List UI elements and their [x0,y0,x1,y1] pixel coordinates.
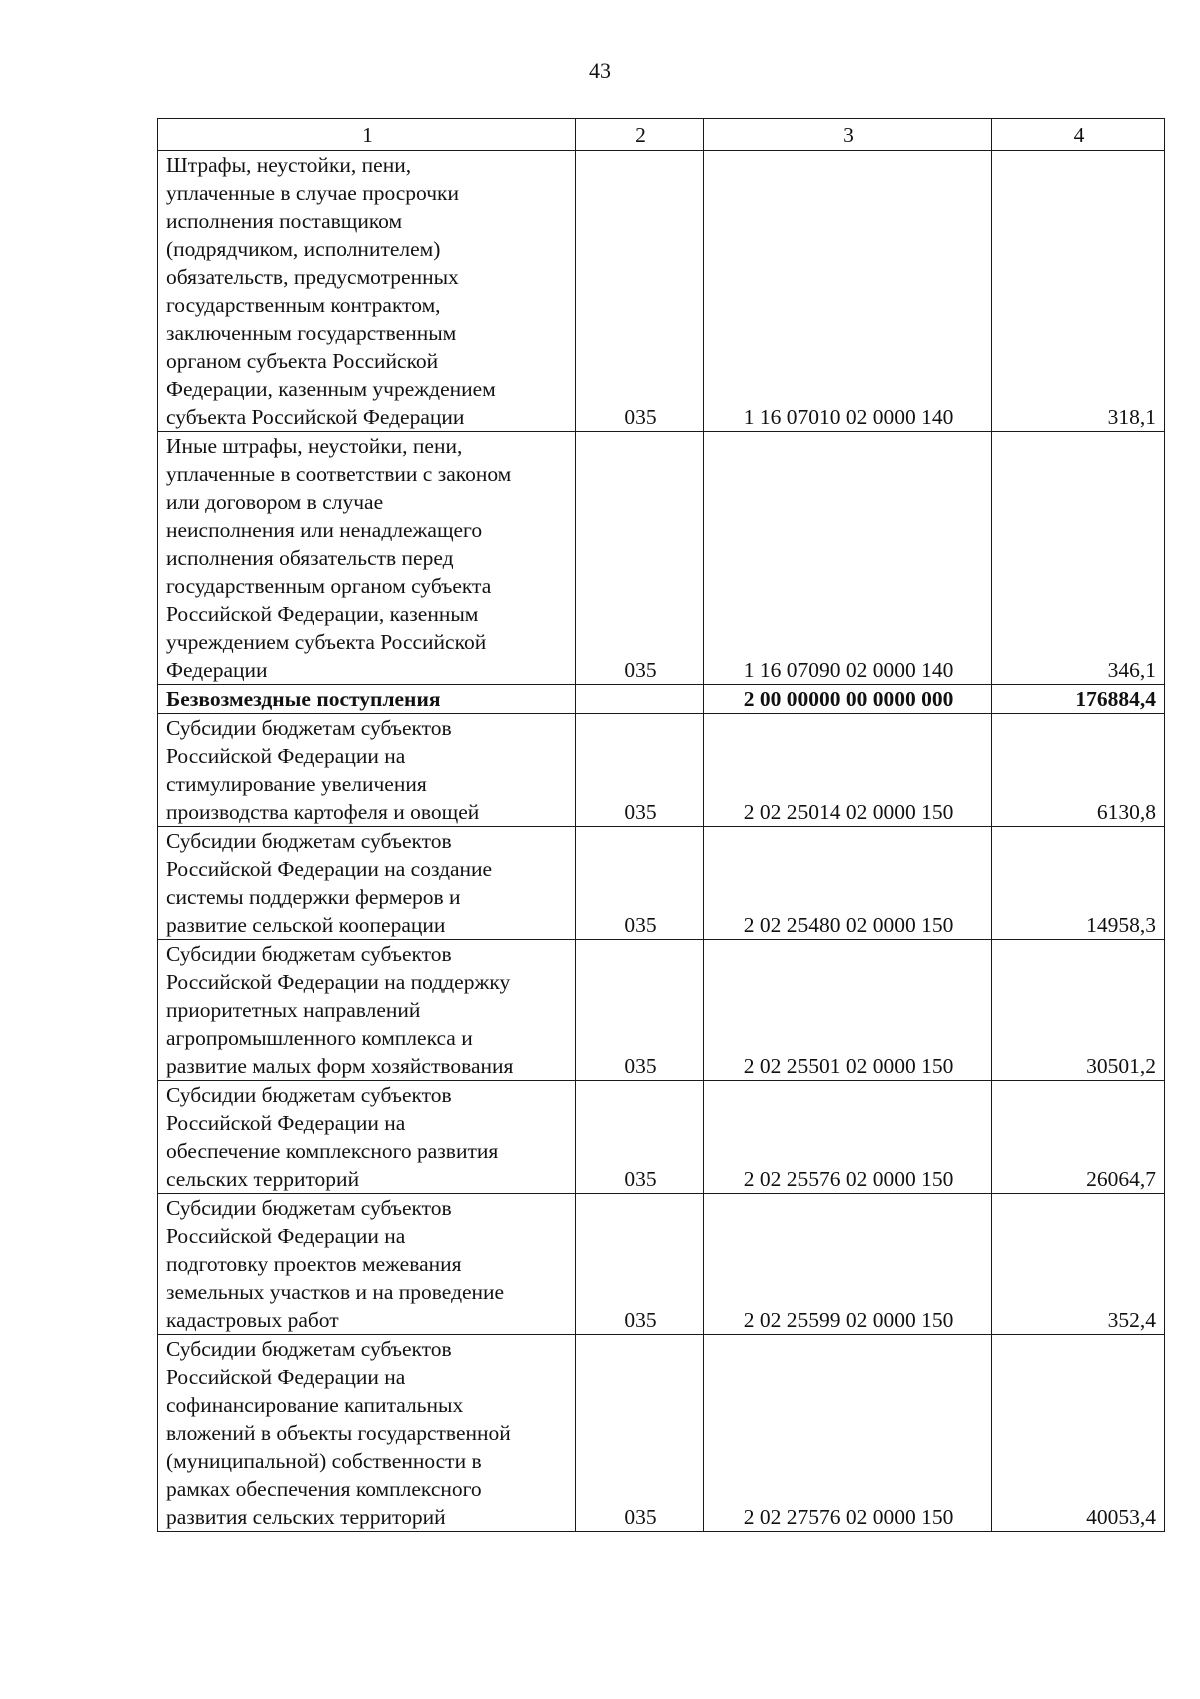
budget-code-cell: 2 02 25576 02 0000 150 [704,1081,992,1194]
admin-code-cell [576,685,704,714]
name-cell: Субсидии бюджетам субъектов Российской Федерации на стимулирование увеличения производства картофеля и овощей [158,714,576,827]
budget-code-cell: 2 02 25599 02 0000 150 [704,1194,992,1335]
amount-cell: 40053,4 [992,1335,1165,1532]
column-header-3: 3 [704,119,992,151]
admin-code-cell: 035 [576,151,704,432]
admin-code-cell: 035 [576,827,704,940]
name-cell: Субсидии бюджетам субъектов Российской Федерации на подготовку проектов межевания земельных участков и на проведение кадастровых работ [158,1194,576,1335]
amount-cell: 318,1 [992,151,1165,432]
table-body [158,151,1165,1532]
budget-table [157,118,1165,1532]
name-cell: Безвозмездные поступления [158,685,576,714]
header-row [158,119,1165,151]
admin-code-cell: 035 [576,432,704,685]
column-header-4: 4 [992,119,1165,151]
column-header-2: 2 [576,119,704,151]
budget-code-cell: 2 02 25014 02 0000 150 [704,714,992,827]
table-row [158,151,1165,432]
table-row [158,714,1165,827]
name-cell: Субсидии бюджетам субъектов Российской Федерации на обеспечение комплексного развития сельских территорий [158,1081,576,1194]
table-row [158,685,1165,714]
amount-cell: 26064,7 [992,1081,1165,1194]
name-cell: Иные штрафы, неустойки, пени, уплаченные в соответствии с законом или договором в случае неисполнения или ненадлежащего исполнения обязательств перед государственным органом субъекта Российской Федерации, казенным учреждением субъекта Российской Федерации [158,432,576,685]
name-cell: Штрафы, неустойки, пени, уплаченные в случае просрочки исполнения поставщиком (подрядчиком, исполнителем) обязательств, предусмотренных государственным контрактом, заключенным государственным органом субъекта Российской Федерации, казенным учреждением субъекта Российской Федерации [158,151,576,432]
table-row [158,827,1165,940]
amount-cell: 346,1 [992,432,1165,685]
budget-code-cell: 2 02 25501 02 0000 150 [704,940,992,1081]
table-row [158,432,1165,685]
admin-code-cell: 035 [576,1335,704,1532]
page-number: 43 [589,58,611,83]
name-cell: Субсидии бюджетам субъектов Российской Федерации на софинансирование капитальных вложений в объекты государственной (муниципальной) собственности в рамках обеспечения комплексного развития сельских территорий [158,1335,576,1532]
budget-code-cell: 1 16 07090 02 0000 140 [704,432,992,685]
amount-cell: 30501,2 [992,940,1165,1081]
table-row [158,1081,1165,1194]
admin-code-cell: 035 [576,940,704,1081]
amount-cell: 6130,8 [992,714,1165,827]
admin-code-cell: 035 [576,1081,704,1194]
table-row [158,1335,1165,1532]
amount-cell: 176884,4 [992,685,1165,714]
budget-code-cell: 2 02 25480 02 0000 150 [704,827,992,940]
name-cell: Субсидии бюджетам субъектов Российской Федерации на поддержку приоритетных направлений агропромышленного комплекса и развитие малых форм хозяйствования [158,940,576,1081]
amount-cell: 352,4 [992,1194,1165,1335]
name-cell: Субсидии бюджетам субъектов Российской Федерации на создание системы поддержки фермеров и развитие сельской кооперации [158,827,576,940]
column-header-1: 1 [158,119,576,151]
admin-code-cell: 035 [576,714,704,827]
table-row [158,1194,1165,1335]
budget-code-cell: 2 00 00000 00 0000 000 [704,685,992,714]
admin-code-cell: 035 [576,1194,704,1335]
budget-code-cell: 1 16 07010 02 0000 140 [704,151,992,432]
budget-code-cell: 2 02 27576 02 0000 150 [704,1335,992,1532]
amount-cell: 14958,3 [992,827,1165,940]
table-row [158,940,1165,1081]
